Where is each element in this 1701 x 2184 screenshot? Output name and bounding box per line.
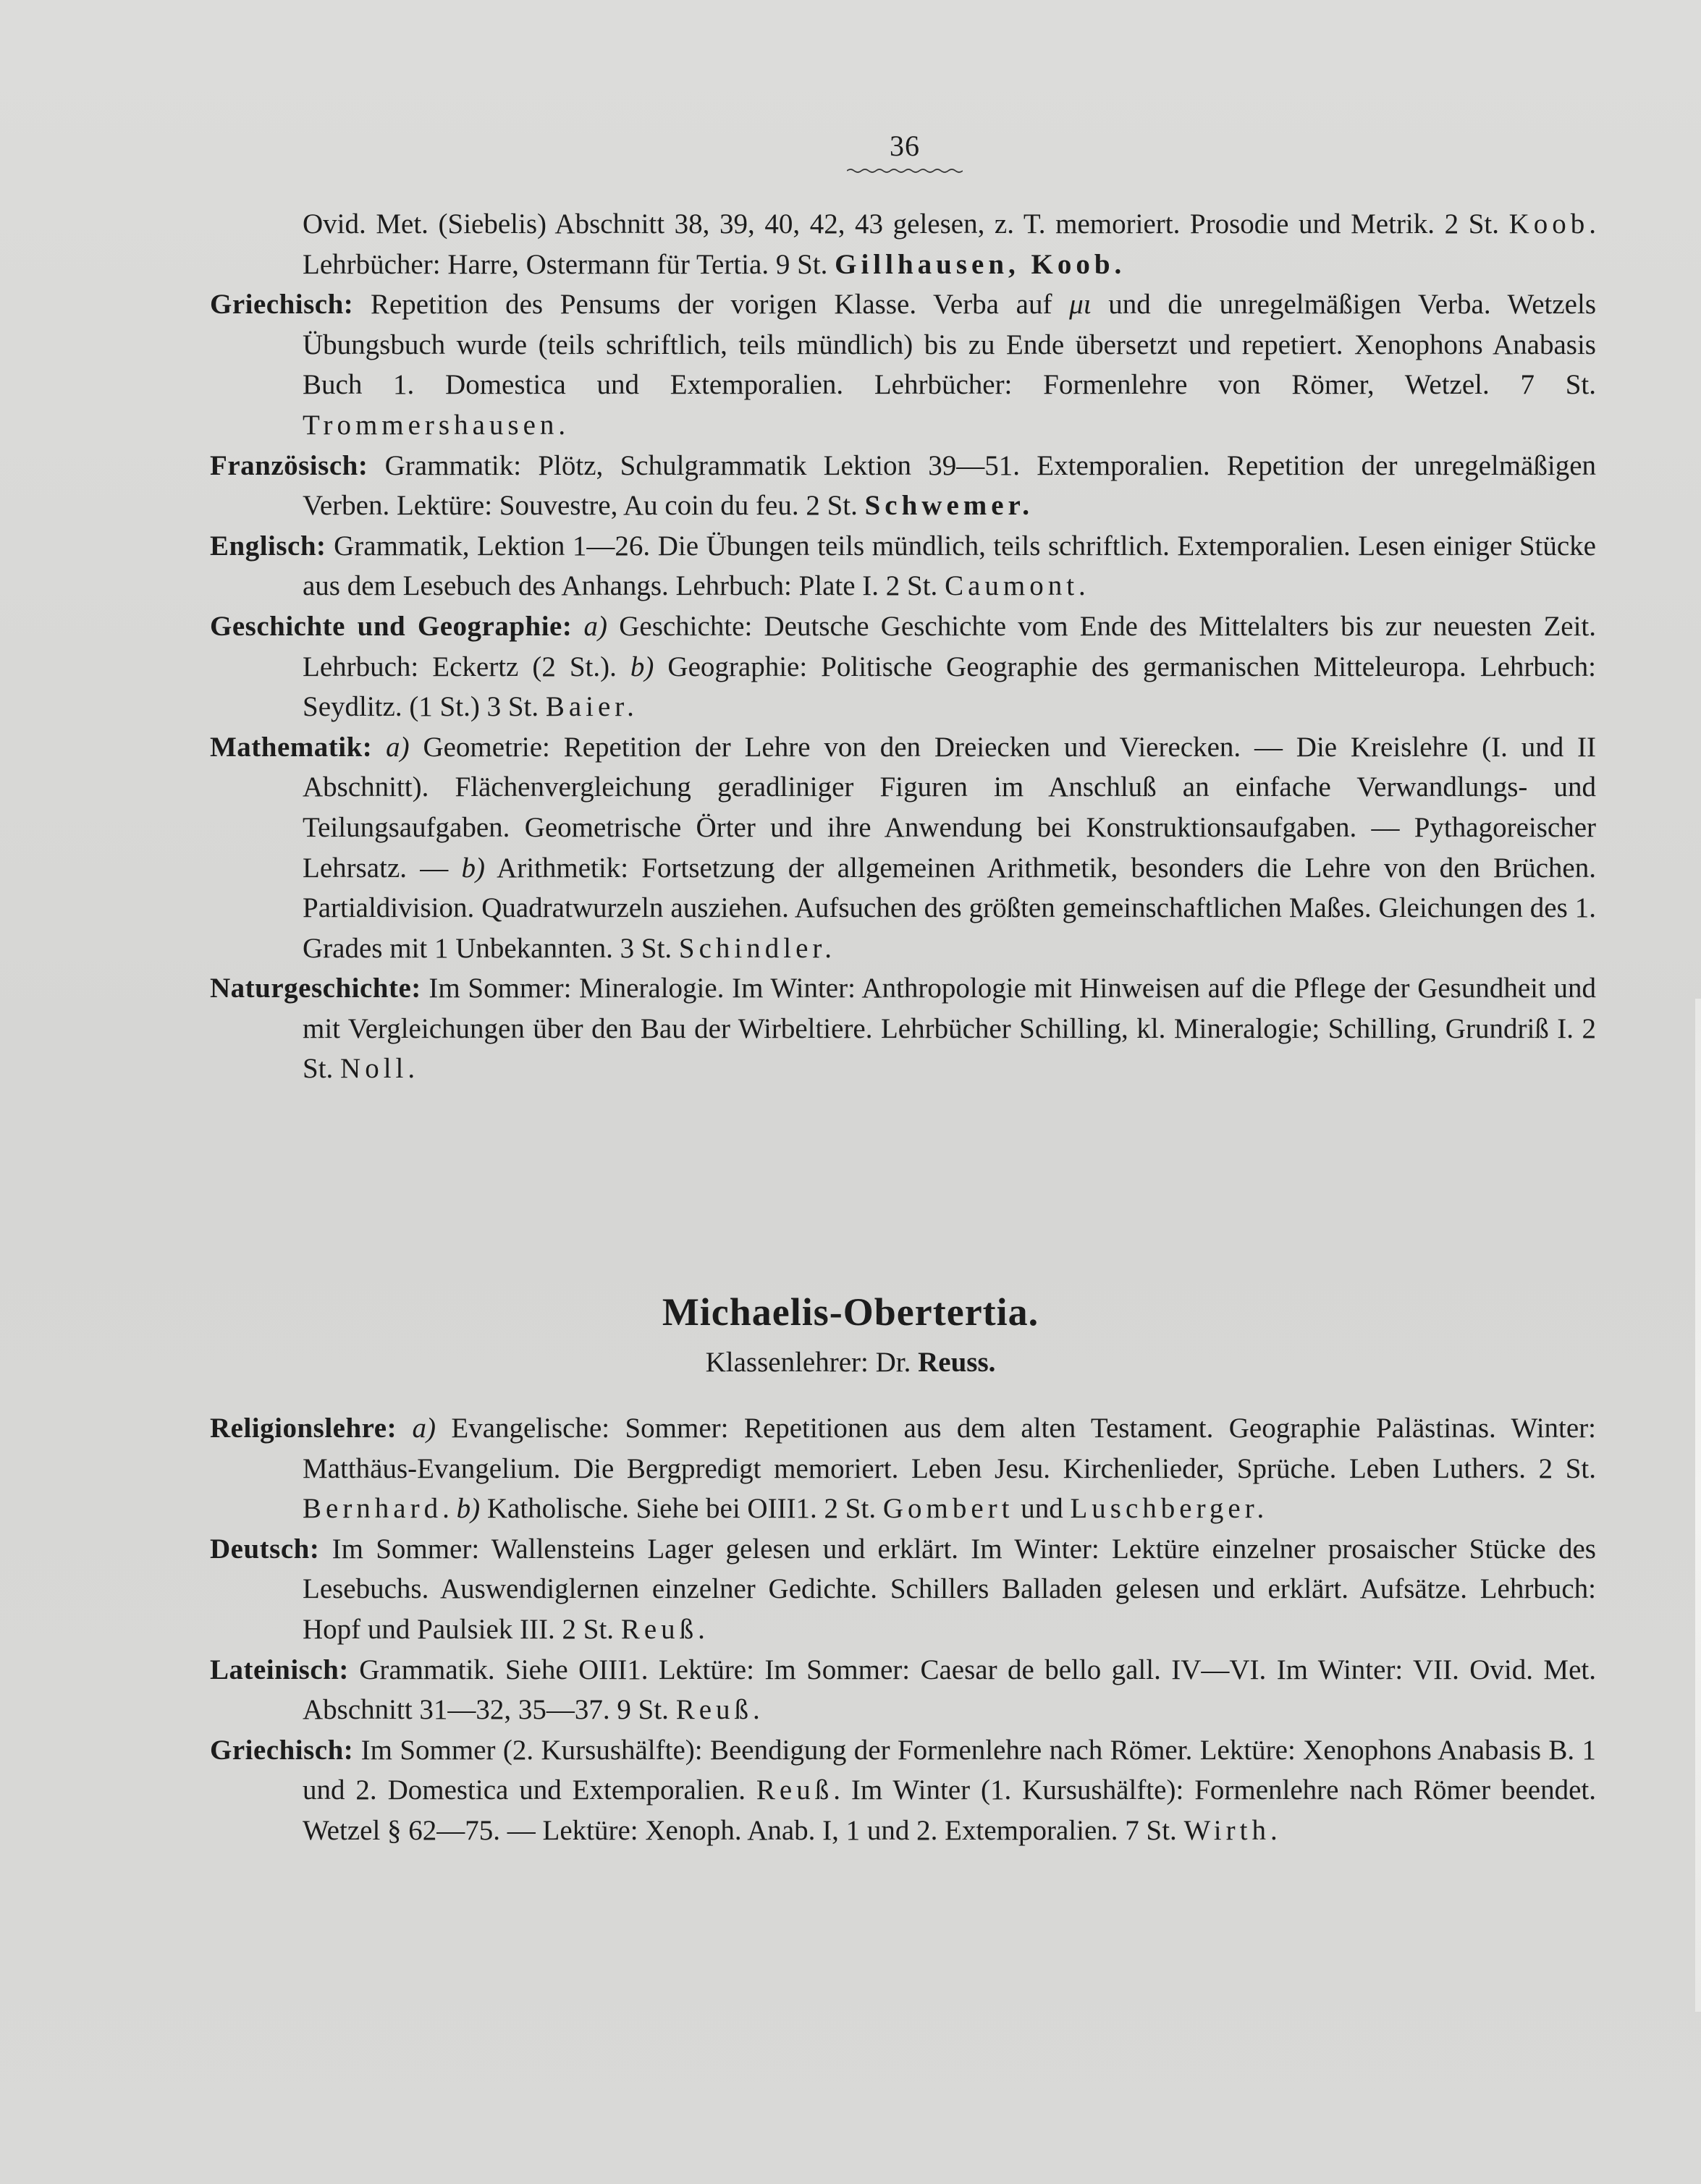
entry-text: a): [412, 1413, 436, 1444]
subject-heading: Mathematik:: [210, 731, 373, 763]
teacher-name: Schwemer.: [864, 490, 1034, 522]
entry-text: [372, 732, 386, 763]
entry-text: .: [442, 1493, 457, 1525]
class-teacher-line: [0, 1346, 1701, 1379]
subject-heading: Religionslehre:: [210, 1413, 397, 1444]
teacher-name: Caumont.: [945, 570, 1090, 602]
subject-heading: Griechisch:: [210, 1734, 354, 1766]
subject-heading: Lateinisch:: [210, 1654, 349, 1685]
teacher-name: Noll.: [340, 1053, 420, 1085]
teacher-name: Koob: [1508, 208, 1590, 240]
entry-text: . Lehrbücher: Harre, Ostermann für Tertia. 9 St.: [303, 208, 1596, 280]
entry-text: Geschichte: Deutsche Geschichte vom Ende des Mittelalters bis zur neuesten Zeit. Lehrbuch: Eckertz (2 St.).: [303, 610, 1597, 682]
entry-text: Grammatik: Plötz, Schulgrammatik Lektion 39—51. Extemporalien. Repetition der unregelmäßigen Verben. Lektüre: Souvestre, Au coin du feu. 2 St.: [303, 449, 1596, 522]
entry-text: [572, 611, 583, 642]
subject-entry: [210, 204, 1596, 284]
section-title: Michaelis-Obertertia.: [662, 1290, 1039, 1334]
subject-entry: [210, 446, 1596, 526]
teacher-name: Wirth.: [1183, 1814, 1282, 1846]
teacher-name: Schindler.: [678, 932, 836, 964]
entry-text: Grammatik. Siehe OIII1. Lektüre: Im Sommer: Caesar de bello gall. IV—VI. Im Winter: VII. Ovid. Met. Abschnitt 31—32, 35—37. 9 St.: [303, 1654, 1596, 1726]
subject-heading: Geschichte und Geographie:: [210, 610, 573, 642]
page-number: 36: [890, 130, 920, 162]
teacher-name: Luschberger.: [1070, 1493, 1269, 1525]
teacher-name: Reuß.: [620, 1613, 709, 1645]
subject-entry: [210, 526, 1596, 606]
teacher-name: Baier.: [545, 691, 638, 723]
entry-text: und die unregelmäßigen Verba. Wetzels Übungsbuch wurde (teils schriftlich, teils mündlich) bis zu Ende übersetzt und repetiert. Xenophons Anabasis Buch 1. Domestica und Extemporalien. Lehrbücher: Formenlehre von Römer, Wetzel. 7 St.: [303, 289, 1596, 401]
entry-text: Im Sommer: Mineralogie. Im Winter: Anthropologie mit Hinweisen auf die Pflege der Gesundheit und mit Vergleichungen über den Bau der Wirbeltiere. Lehrbücher Schilling, kl. Mineralogie; Schilling, Grundriß I. 2 St.: [303, 973, 1596, 1085]
subject-entry: [210, 606, 1596, 727]
class-teacher-name: Reuss.: [918, 1347, 996, 1378]
entry-text: Ovid. Met. (Siebelis) Abschnitt 38, 39, 40, 42, 43 gelesen, z. T. memoriert. Prosodie und Metrik. 2 St.: [303, 208, 1509, 240]
subject-entry: [210, 284, 1596, 445]
subject-heading: Französisch:: [210, 449, 368, 481]
entry-text: Repetition des Pensums der vorigen Klasse. Verba auf: [353, 289, 1070, 321]
teacher-name: Gillhausen, Koob.: [835, 248, 1126, 280]
teacher-name: Reuß.: [675, 1694, 764, 1726]
entry-text: Evangelische: Sommer: Repetitionen aus dem alten Testament. Geographie Palästinas. Winter: Matthäus-Evangelium. Die Bergpredigt memoriert. Leben Jesu. Kirchenlieder, Sprüche. Leben Luthers. 2 St.: [303, 1413, 1596, 1484]
entry-text: Grammatik, Lektion 1—26. Die Übungen teils mündlich, teils schriftlich. Extemporalien. Lesen einiger Stücke aus dem Lesebuch des Anhangs. Lehrbuch: Plate I. 2 St.: [303, 530, 1596, 602]
subject-entry: [210, 1408, 1596, 1529]
entry-text: μι: [1069, 289, 1092, 321]
entry-text: Im Sommer (2. Kursushälfte): Beendigung der Formenlehre nach Römer. Lektüre: Xenophons Anabasis B. 1 und 2. Domestica und Extemporalien.: [303, 1734, 1596, 1806]
subject-heading: Naturgeschichte:: [210, 973, 421, 1004]
entry-text: a): [386, 731, 410, 763]
entry-text: b): [630, 651, 654, 682]
entry-text: Geographie: Politische Geographie des germanischen Mitteleuropa. Lehrbuch: Seydlitz. (1 St.) 3 St.: [303, 651, 1597, 723]
entry-text: Katholische. Siehe bei OIII1. 2 St.: [480, 1493, 883, 1525]
teacher-name: Bernhard: [303, 1493, 443, 1525]
teacher-name: Trommershausen.: [303, 409, 570, 441]
entry-text: Im Sommer: Wallensteins Lager gelesen und erklärt. Im Winter: Lektüre einzelner prosaischer Stücke des Lesebuchs. Auswendiglernen einzelner Gedichte. Schillers Balladen gelesen und erklärt. Aufsätze. Lehrbuch: Hopf und Paulsiek III. 2 St.: [303, 1533, 1596, 1645]
subject-entry: [210, 1529, 1596, 1650]
class-teacher-label: Klassenlehrer: Dr.: [705, 1347, 919, 1378]
subject-heading: Deutsch:: [210, 1533, 320, 1565]
teacher-name: Gombert: [882, 1493, 1014, 1525]
subject-heading: Englisch:: [210, 530, 326, 562]
subject-entry: [210, 1650, 1596, 1730]
entry-text: b): [461, 852, 485, 884]
entry-text: Geometrie: Repetition der Lehre von den Dreiecken und Vierecken. — Die Kreislehre (I. und II Abschnitt). Flächenvergleichung geradliniger Figuren im Anschluß an einfache Verwandlungs- und Teilungsaufgaben. Geometrische Örter und ihre Anwendung bei Konstruktionsaufgaben. — Pythagoreischer Lehrsatz. —: [303, 731, 1596, 884]
entry-text: und: [1013, 1493, 1071, 1525]
page-edge: [1695, 999, 1701, 2012]
upper-text-block: [210, 204, 1596, 1089]
entry-text: a): [583, 610, 608, 642]
lower-text-block: [210, 1408, 1596, 1851]
ornamental-rule: [847, 168, 963, 174]
entry-text: . Im Winter (1. Kursushälfte): Formenlehre nach Römer beendet. Wetzel § 62—75. — Lektüre: Xenoph. Anab. I, 1 und 2. Extemporalien. 7 St.: [303, 1774, 1596, 1846]
teacher-name: Reuß: [756, 1774, 834, 1806]
entry-text: b): [456, 1493, 481, 1525]
entry-text: [397, 1413, 412, 1444]
subject-entry: [210, 968, 1596, 1089]
subject-entry: [210, 1730, 1596, 1851]
subject-entry: [210, 727, 1596, 969]
subject-heading: Griechisch:: [210, 289, 354, 321]
entry-text: Arithmetik: Fortsetzung der allgemeinen Arithmetik, besonders die Lehre von den Brüchen. Partialdivision. Quadratwurzeln ausziehen. Aufsuchen des größten gemeinschaftlichen Maßes. Gleichungen des 1. Grades mit 1 Unbekannten. 3 St.: [303, 852, 1596, 964]
